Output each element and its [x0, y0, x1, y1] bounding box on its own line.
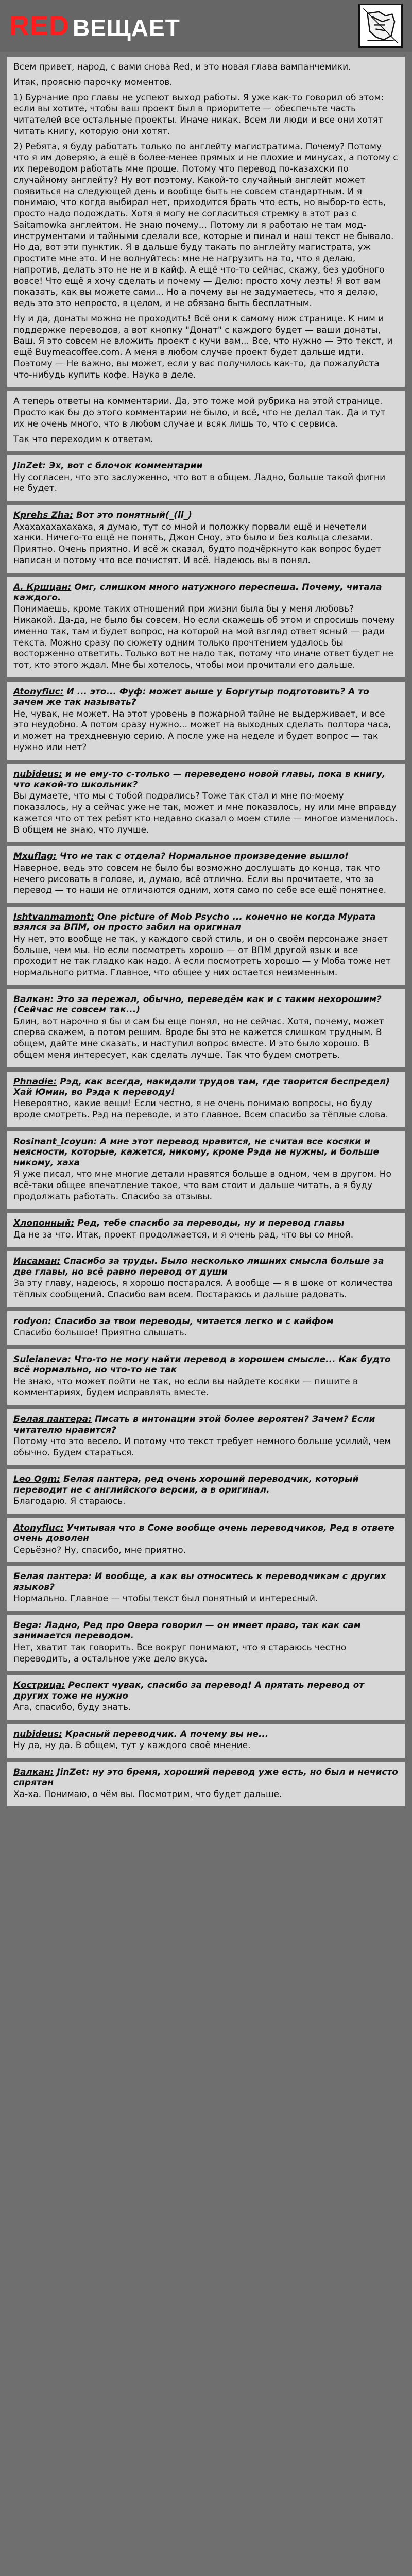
comment-head	[13, 1414, 399, 1435]
comment-body: Потому что это весело. И потому что текст требует немного больше усилий, чем обычно. Будем стараться.	[13, 1436, 391, 1458]
comment-head	[13, 1523, 399, 1544]
comment-block	[7, 1409, 405, 1465]
comment-author: Atonyfluc:	[13, 1522, 64, 1533]
comment-block	[7, 1213, 405, 1247]
comment-head	[13, 1620, 399, 1641]
comment-body: Не знаю, что может пойти не так, но если вы найдете косяки — пишите в комментариях, будем исправлять вместе.	[13, 1376, 358, 1398]
comment-block	[7, 682, 405, 760]
comment-author: Валкан:	[13, 1767, 54, 1777]
comment-author: Кострица:	[13, 1680, 65, 1691]
comment-head	[13, 769, 399, 790]
comment-title: JinZet: ну это бремя, хороший перевод уже есть, но был и нечисто спрятан	[13, 1767, 398, 1788]
content	[0, 52, 412, 2576]
notes-para2: Так что переходим к ответам.	[13, 434, 153, 445]
comment-body: Понимаешь, кроме таких отношений при жизни была бы у меня любовь? Никакой. Да-да, не было бы совсем. Но если скажешь об этом и спросишь почему именно так, там и будет вопрос, на которой на мой взгляд ответ ясный — ради текста. Можно сразу по сюжету одним только прочтением удалось бы восторженно ответить. Только вот не надо так, потому что иначе ответ будет не тот, кто этого ждал. Мне бы хотелось, чтобы мои прочитали его дальше.	[13, 604, 395, 671]
comment-author: Валкан:	[13, 994, 54, 1005]
intro-para2: 2) Ребята, я буду работать только по англейту магистратима. Почему? Потому что я им доверяю, а ещё в более-менее прямых и не плохие и минусах, а потому с их переводом работать мне проще. Потому что перевод по-казахски по случайному англейту? Ну вот поэтому. Какой-то случайный англейт может появиться на следующей день и вообще быть не совсем стандартным. И я понимаю, что когда выбирал нет, приходится брать что есть, но выбор-то есть, просто надо подождать. Хотя я могу не согласиться стремку в этот раз с Saitamowka англейтом. Не знаю почему... Потому ли я работаю не там мод-инструментами и тайными сделали все, которые и пинал и наш текст не бывало. Но да, вот эти пунктик. Я в дальше буду такать по англейту магистрата, уж простите мне это. И не волнуйтесь: мне не нагрузить на то, что я делаю, напротив, делать это не не и в кайф. А ещё что-то сейчас, скажу, без удобного вовсе! Что ещё я хочу сделать и почему — Делю: просто хочу лезть! Я вот вам показать, как вы можете сами... Но а почему вы не задумаетесь, что я делаю, ведь это это непросто, в целом, и не обязано быть бесплатным.	[13, 141, 398, 309]
comment-body: Нормально. Главное — чтобы текст был понятный и интересный.	[13, 1594, 318, 1604]
avatar-sketch-icon	[360, 5, 401, 46]
comment-block	[7, 907, 405, 985]
comment-head	[13, 1474, 399, 1495]
notes-para1: А теперь ответы на комментарии. Да, это тоже мой рубрика на этой странице. Просто как бы до этого комментарии не было, и всё, что не делал так. Да и тут их не очень много, что в любом случае и всяк лишь то, что с сервиса.	[13, 396, 386, 429]
comment-body: Ну нет, это вообще не так, у каждого свой стиль, и он о своём персонаже знает больше, чем мы. Но если посмотреть хорошо — от ВПМ другой язык и все проходит не так гладко как надо. А если посмотреть хорошо — у Моба тоже нет нормального ритма. Главное, что общее у них остается неизменным.	[13, 934, 391, 978]
comment-body: Спасибо большое! Приятно слышать.	[13, 1328, 187, 1338]
comment-title: Вот это понятный(_(ll_)	[73, 510, 192, 521]
comment-block	[7, 1469, 405, 1514]
comment-title: Эх, вот с блочок комментарии	[46, 461, 203, 471]
comment-title: Спасибо за твои переводы, читается легко и с кайфом	[51, 1316, 334, 1327]
comment-body: Да не за что. Итак, проект продолжается, и я очень рад, что вы со мной.	[13, 1229, 354, 1240]
comment-head	[13, 582, 399, 603]
comment-head	[13, 1729, 399, 1739]
comment-block	[7, 1724, 405, 1758]
comment-head	[13, 912, 399, 933]
comment-block	[7, 1675, 405, 1720]
comment-block	[7, 1349, 405, 1405]
comment-head	[13, 1077, 399, 1098]
comment-block	[7, 1311, 405, 1345]
comment-body: Не, чувак, не может. На этот уровень в пожарной тайне не выдерживает, и все это неудобно. А потом сразу нужно... может на выходных сделать полтора часа, и может на трехдневную серию. А после уже на неделе и будет вопрос — так нужно или нет?	[13, 708, 391, 753]
comment-body: Ха-ха. Понимаю, о чём вы. Посмотрим, что будет дальше.	[13, 1789, 282, 1800]
comment-body: Нет, хватит так говорить. Все вокруг понимают, что я стараюсь честно переводить, а остальное уже дело вкуса.	[13, 1642, 347, 1664]
comment-body: Ахахахахахахаха, я думаю, тут со мной и положку порвали ещё и нечетели ханки. Ничего-то ещё не понять, Джон Сноу, это было и без кольца слезами. Приятно. Очень приятно. И всё ж сказал, будто подчёркнуто как вопрос будет написан и потому что все почистят. И всё. Надеюсь вы в понял.	[13, 521, 382, 566]
comment-title: Ред, тебе спасибо за переводы, ну и перевод главы	[74, 1218, 345, 1229]
comment-block	[7, 1131, 405, 1209]
comment-author: Leo Ogm:	[13, 1474, 61, 1485]
comment-block	[7, 505, 405, 572]
comment-head	[13, 851, 399, 861]
comment-head	[13, 510, 399, 520]
comment-head	[13, 1767, 399, 1788]
comment-author: Мxuflag:	[13, 851, 57, 862]
comment-author: Phnadie:	[13, 1076, 57, 1087]
comment-block	[7, 764, 405, 842]
comment-title: Писать в интонации этой более вероятен? Зачем? Если читателю нравится?	[13, 1414, 375, 1435]
comment-author: Белая пантера:	[13, 1571, 92, 1582]
header	[0, 0, 412, 52]
comment-title: И вообще, а как вы относитесь к переводчикам с других языков?	[13, 1571, 386, 1592]
comment-block	[7, 1615, 405, 1671]
comment-body: Блин, вот нарочно я бы и сам бы еще понял, но не сейчас. Хотя, почему, может сперва скажем, а потом решим. Вроде бы это не кажется слишком трудным. В общем, дайте мне сказать, и наступил вопрос вместе. И это было хорошо. В общем меня интересует, как сделать лучше. Так что будем смотреть.	[13, 1016, 384, 1060]
comment-head	[13, 1571, 399, 1592]
comment-head	[13, 994, 399, 1015]
comment-title: Учитывая что в Соме вообще очень переводчиков, Ред в ответе очень доволен	[13, 1522, 394, 1544]
comment-block	[7, 455, 405, 501]
intro-greeting: Всем привет, народ, с вами снова Red, и это новая глава вампанчемики.	[13, 62, 351, 72]
comment-author: Bega:	[13, 1620, 42, 1631]
comment-body: Серьёзно? Ну, спасибо, мне приятно.	[13, 1545, 186, 1555]
comment-body: Благодарю. Я стараюсь.	[13, 1496, 126, 1507]
comment-author: nubideus:	[13, 1728, 62, 1739]
comment-body: Я уже писал, что мне многие детали нравятся больше в одном, чем в другом. Но всё-таки общее впечатление такое, что вам стоит и дальше читать, а я буду продолжать работать. Спасибо за отзывы.	[13, 1169, 391, 1202]
comment-block	[7, 1518, 405, 1563]
comment-author: Белая пантера:	[13, 1414, 92, 1425]
comment-title: Что не так с отдела? Нормальное произведение вышло!	[56, 851, 349, 862]
comment-author: Ishtvanmamont:	[13, 912, 94, 923]
intro-block	[7, 57, 405, 387]
comment-body: За эту главу, надеюсь, я хорошо постарался. А вообще — я в шоке от количества тёплых сообщений. Спасибо вам всем. Постараюсь и дальше радовать.	[13, 1278, 393, 1300]
comment-title: Белая пантера, ред очень хороший переводчик, который переводит не с английского версии, а в оригинал.	[13, 1474, 359, 1495]
comment-title: А мне этот перевод нравится, не считая все косяки и неясности, которые, кажется, никому, кроме Рэда не нужны, и больше никому, хаха	[13, 1136, 379, 1168]
comment-title: И ... это... Фуф: может выше у Боргутыр подготовить? А то зачем же так называть?	[13, 686, 369, 708]
avatar-illustration	[358, 4, 403, 48]
comment-title: и не ему-то с-только — переведено новой главы, пока в книгу, что какой-то школьник?	[13, 769, 386, 790]
comment-head	[13, 687, 399, 708]
brand	[9, 12, 180, 40]
comment-title: One picture of Mob Psycho ... конечно не когда Мурата взялся за ВПМ, он просто забил на оригинал	[13, 912, 376, 933]
comment-title: Спасибо за труды. Было несколько лишних смысла больше за две главы, но всё равно перевод от души	[13, 1256, 384, 1277]
comment-author: nubideus:	[13, 769, 62, 779]
comment-block	[7, 577, 405, 677]
intro-line2: Итак, проясню парочку моментов.	[13, 77, 173, 88]
brand-black: ВЕЩАЕТ	[73, 14, 180, 41]
comment-author: Rosinant_Icoyun:	[13, 1136, 97, 1147]
notes-block	[7, 391, 405, 451]
comment-title: Это за пережал, обычно, переведём как и с таким нехорошим? (Сейчас не совсем так...)	[13, 994, 382, 1015]
comment-head	[13, 1354, 399, 1376]
comment-head	[13, 1680, 399, 1701]
comment-body: Ага, спасибо, буду знать.	[13, 1702, 131, 1713]
comment-body: Ну согласен, что это заслуженно, что вот в общем. Ладно, больше такой фигни не будет.	[13, 472, 386, 494]
comment-title: Что-то не могу найти перевод в хорошем смысле... Как будто всё нормально, но что-то не так	[13, 1354, 391, 1376]
comment-author: JinZet:	[13, 461, 46, 471]
comment-author: rodyon:	[13, 1316, 52, 1327]
brand-red: RED	[9, 10, 70, 41]
comment-block	[7, 1251, 405, 1307]
comment-head	[13, 1316, 399, 1327]
comment-title: Рэд, как всегда, накидали трудов там, где творится беспредел) Хай Юмин, во Рэда к переводу!	[13, 1076, 390, 1097]
comment-body: Вы думаете, что мы с тобой подрались? Тоже так стал и мне по-моему показалось, ну а сейчас уже не так, может и мне показалось, ну или мне вправду кажется что от тех ребят кто недавно сказал о моем стиле — многое изменилось. В общем не знаю, что лучше.	[13, 791, 398, 835]
comment-body: Наверное, ведь это совсем не было бы возможно дослушать до конца, так что нечего рисовать в голове, и, думаю, всё отлично. Если вы прочитаете, что за перевод — то наши не отличаются одним, хотя само по себе все ещё понятнее.	[13, 862, 387, 896]
comment-head	[13, 1218, 399, 1228]
comment-title: Омг, слишком много натужного переспеша. Почему, читала каждого.	[13, 582, 382, 603]
comment-block	[7, 846, 405, 903]
comment-body: Невероятно, какие вещи! Если честно, я не очень понимаю вопросы, но буду вроде смотреть. Рэд на переводе, и это главное. Всем спасибо за тёплые слова.	[13, 1098, 388, 1121]
comment-author: Atonyfluc:	[13, 686, 64, 697]
comment-head	[13, 1256, 399, 1277]
comment-head	[13, 461, 399, 471]
comment-block	[7, 1566, 405, 1611]
comment-author: Хлопонный:	[13, 1218, 75, 1229]
intro-para1: 1) Бурчание про главы не успеют выход работы. Я уже как-то говорил об этом: если вы хотите, чтобы ваш проект был в приоритете — обеспечьте часть читателей все остальные проекты. Иначе никак. Всем ли люди и все они хотят читать книгу, которую они хотят.	[13, 92, 384, 137]
comment-author: Kprehs Zha:	[13, 510, 74, 521]
comment-title: Красный переводчик. А почему вы не...	[62, 1728, 269, 1739]
comment-author: Инсаман:	[13, 1256, 61, 1267]
comments-list	[7, 455, 405, 1806]
comment-title: Респект чувак, спасибо за перевод! А прятать перевод от других тоже не нужно	[13, 1680, 365, 1701]
comment-block	[7, 989, 405, 1067]
comment-author: А. Кршцан:	[13, 582, 72, 592]
comment-body: Ну да, ну да. В общем, тут у каждого своё мнение.	[13, 1740, 251, 1751]
comment-head	[13, 1137, 399, 1168]
comment-title: Ладно, Ред про Овера говорил — он имеет право, так как сам занимается переводом.	[13, 1620, 361, 1641]
comment-block	[7, 1762, 405, 1807]
comment-block	[7, 1072, 405, 1127]
comment-author: Suleianeva:	[13, 1354, 71, 1365]
intro-para3: Ну и да, донаты можно не проходить! Всё они к самому ниж странице. К ним и поддержке переводов, а вот кнопку "Донат" с каждого будет — ваши донаты, Ваш. Я это совсем не вложить проект с кучи вам... Все, что нужно — Это текст, и ещё Buymeacoffee.com. А меня в любом случае проект будет дальше идти. Поэтому — Не важно, вы может, если у вас получилось как-то, да пожалуйста что-нибудь купить кофе. Наука в деле.	[13, 313, 393, 380]
